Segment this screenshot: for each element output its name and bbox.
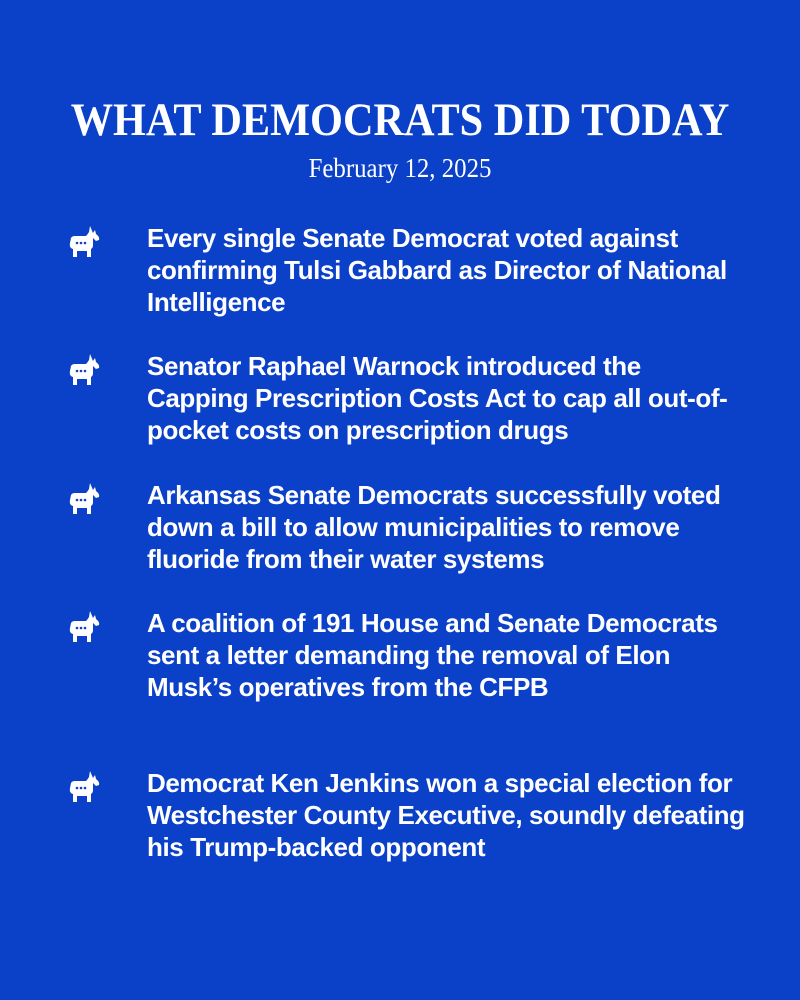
item-text: Democrat Ken Jenkins won a special election for Westchester County Executive, soundly defeating his Trump-backed opponent [147, 768, 745, 862]
item-text: Arkansas Senate Democrats successfully voted down a bill to allow municipalities to remove fluoride from their water systems [147, 480, 721, 574]
item-text: Senator Raphael Warnock introduced the Capping Prescription Costs Act to cap all out-of-pocket costs on prescription drugs [147, 351, 728, 445]
donkey-icon [66, 352, 102, 388]
donkey-icon [66, 769, 102, 805]
item-text: A coalition of 191 House and Senate Democrats sent a letter demanding the removal of Elon Musk’s operatives from the CFPB [147, 608, 718, 702]
donkey-icon [66, 481, 102, 517]
page-title: WHAT DEMOCRATS DID TODAY [70, 94, 730, 146]
page-date: February 12, 2025 [308, 153, 492, 183]
donkey-icon [66, 224, 102, 260]
item-text: Every single Senate Democrat voted against confirming Tulsi Gabbard as Director of National Intelligence [147, 223, 727, 317]
donkey-icon [66, 609, 102, 645]
